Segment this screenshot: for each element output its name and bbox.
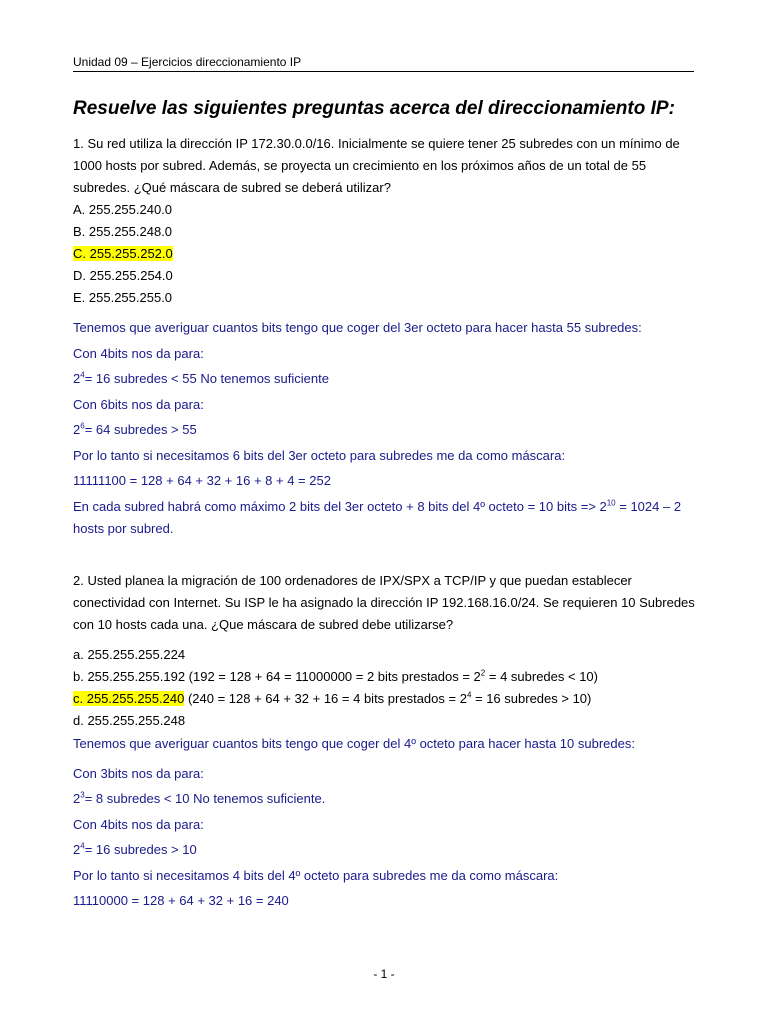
q1-answer-intro: Tenemos que averiguar cuantos bits tengo que coger del 3er octeto para hacer hasta 55 subredes: — [73, 320, 642, 335]
q1-answer-step2-label: Con 6bits nos da para: — [73, 397, 204, 412]
q1-option-c-correct — [73, 246, 173, 262]
q1-option-e: E. 255.255.255.0 — [73, 290, 173, 305]
q1-answer-step1: $2^4= 16$ subredes < 55 No tenemos suficiente — [73, 370, 329, 386]
q1-answer-hosts-cont: hosts por subred. — [73, 521, 174, 536]
q2-answer-mask: 11110000 = 128 + 64 + 32 + 16 = 240 — [73, 893, 289, 908]
highlighted-answer: c. 255.255.255.240 — [73, 691, 185, 706]
q1-text-line: 1000 hosts por subred. Además, se proyecta un crecimiento en los próximos años de un total de 55 — [73, 158, 647, 173]
q2-answer-conclusion: Por lo tanto si necesitamos 4 bits del 4º octeto para subredes me da como máscara: — [73, 868, 559, 883]
q2-text-line: con 10 hosts cada una. ¿Que máscara de subred debe utilizarse? — [73, 617, 454, 632]
q1-option-a: A. 255.255.240.0 — [73, 202, 173, 217]
q1-answer-step2: $2^6= 64$ subredes > 55 — [73, 421, 197, 437]
q1-answer-conclusion: Por lo tanto si necesitamos 6 bits del 3er octeto para subredes me da como máscara: — [73, 448, 566, 463]
q2-answer-step1: $2^3= 8$ subredes < 10 No tenemos suficiente. — [73, 790, 326, 806]
q1-option-d: D. 255.255.254.0 — [73, 268, 173, 283]
q2-answer-step1-label: Con 3bits nos da para: — [73, 766, 204, 781]
page-header: Unidad 09 – Ejercicios direccionamiento IP — [73, 55, 694, 72]
q2-option-d: d. 255.255.255.248 — [73, 713, 186, 728]
q2-answer-step2: $2^4= 16$ subredes > 10 — [73, 841, 197, 857]
highlighted-answer: C. 255.255.252.0 — [73, 246, 173, 261]
q1-text-line: 1. Su red utiliza la dirección IP 172.30.0.0/16. Inicialmente se quiere tener 25 subredes con un mínimo de — [73, 136, 680, 151]
q2-answer-step2-label: Con 4bits nos da para: — [73, 817, 204, 832]
page-title: Resuelve las siguientes preguntas acerca del direccionamiento IP: — [73, 98, 675, 119]
q1-answer-hosts: En cada subred habrá como máximo 2 bits del 3er octeto + 8 bits del 4º octeto = 10 bits => $2^{10} = 1024 - 2$ — [73, 498, 682, 514]
q1-answer-mask: 11111100 = 128 + 64 + 32 + 16 + 8 + 4 = 252 — [73, 473, 331, 488]
q1-option-b: B. 255.255.248.0 — [73, 224, 173, 239]
q1-answer-step1-label: Con 4bits nos da para: — [73, 346, 204, 361]
q2-option-b: b. 255.255.255.192 (192 = 128 + 64 = 11000000 = 2 bits prestados = $2^2 = 4$ subredes < 10) — [73, 668, 598, 684]
q2-option-a: a. 255.255.255.224 — [73, 647, 186, 662]
q2-option-c-correct: c. 255.255.255.240 (240 = 128 + 64 + 32 + 16 = 4 bits prestados = $2^4 = 16$ subredes > 10) — [73, 690, 592, 706]
q2-text-line: conectividad con Internet. Su ISP le ha asignado la dirección IP 192.168.16.0/24. Se requieren 10 Subredes — [73, 595, 695, 610]
q2-text-line: 2. Usted planea la migración de 100 ordenadores de IPX/SPX a TCP/IP y que puedan establecer — [73, 573, 632, 588]
q2-answer-intro: Tenemos que averiguar cuantos bits tengo que coger del 4º octeto para hacer hasta 10 subredes: — [73, 736, 635, 751]
q1-text-line: subredes. ¿Qué máscara de subred se deberá utilizar? — [73, 180, 391, 195]
page-number: - 1 - — [373, 967, 395, 981]
